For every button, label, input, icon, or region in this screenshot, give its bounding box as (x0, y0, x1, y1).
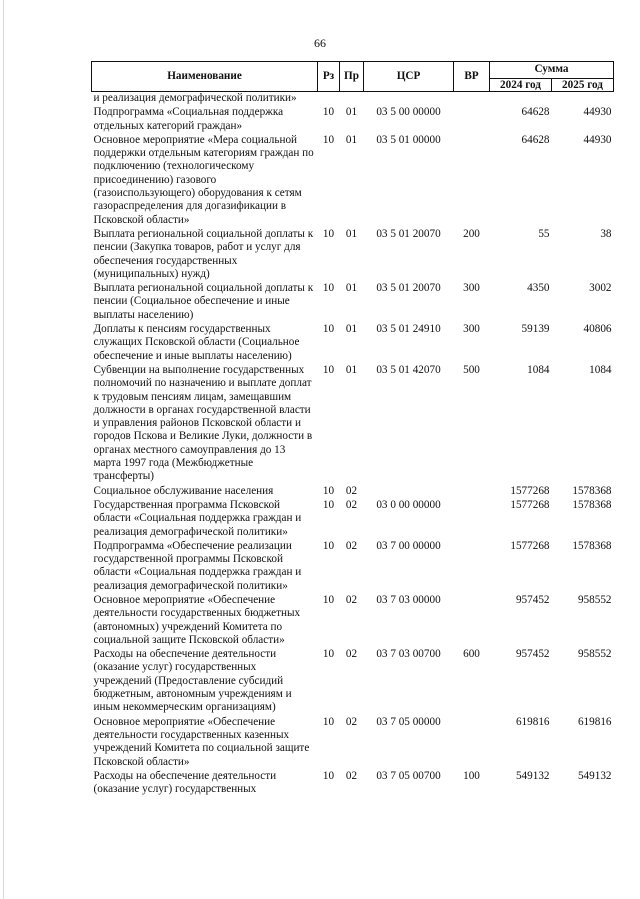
cell-rz: 10 (322, 363, 335, 376)
cell-y2025: 619816 (577, 715, 612, 728)
cell-vr (454, 105, 490, 133)
cell-y2025 (552, 92, 614, 106)
table-row (92, 363, 614, 484)
cell-pr: 01 (345, 323, 358, 336)
cell-y2024: 1577268 (510, 484, 550, 497)
table-row (92, 498, 614, 539)
cell-pr: 01 (345, 363, 358, 376)
cell-vr: 500 (463, 363, 480, 376)
cell-pr (340, 92, 364, 106)
cell-rz (318, 92, 340, 106)
cell-rz: 10 (322, 539, 335, 552)
cell-name: Основное мероприятие «Обеспечение деятельности государственных казенных учреждений Комитета по социальной защите Псковской области» (93, 715, 310, 768)
cell-csr: 03 5 01 42070 (376, 363, 441, 376)
cell-csr: 03 5 01 24910 (376, 323, 441, 336)
table-row (92, 647, 614, 714)
cell-rz: 10 (322, 769, 335, 782)
cell-vr (454, 133, 490, 227)
cell-vr (454, 593, 490, 647)
header-year-2025: 2025 год (552, 79, 614, 92)
cell-csr: 03 7 00 00000 (376, 539, 441, 552)
cell-name: Выплата региональной социальной доплаты к пенсии (Социальное обеспечение и иные выплаты населению) (93, 282, 314, 321)
header-name: Наименование (92, 62, 318, 92)
cell-y2025: 958552 (577, 593, 612, 606)
cell-name: Доплаты к пенсиям государственных служащих Псковской области (Социальное обеспечение и иные выплаты населению) (93, 323, 300, 362)
cell-name: Подпрограмма «Социальная поддержка отдельных категорий граждан» (93, 106, 284, 132)
cell-name: Социальное обслуживание населения (93, 484, 274, 497)
cell-y2025: 1578368 (572, 498, 612, 511)
cell-vr (454, 498, 490, 539)
cell-name: Подпрограмма «Обеспечение реализации государственной программы Псковской области «Социальная поддержка граждан и реализация демографической политики» (93, 539, 302, 592)
cell-y2024: 64628 (521, 133, 550, 146)
cell-y2024: 4350 (527, 282, 550, 295)
table-row (92, 715, 614, 769)
cell-rz: 10 (322, 498, 335, 511)
table-row (92, 281, 614, 322)
cell-y2025: 44930 (583, 106, 612, 119)
cell-y2025: 1578368 (572, 539, 612, 552)
cell-y2024: 549132 (515, 769, 550, 782)
cell-rz: 10 (322, 282, 335, 295)
cell-pr: 01 (345, 133, 358, 146)
cell-name: Основное мероприятие «Обеспечение деятельности государственных бюджетных (автономных) учреждений Комитета по социальной защите Псковской области» (93, 593, 301, 646)
cell-vr (454, 539, 490, 593)
table-body (92, 92, 614, 797)
cell-y2024: 619816 (515, 715, 550, 728)
header-rz: Рз (318, 62, 340, 92)
cell-name: Выплата региональной социальной доплаты к пенсии (Закупка товаров, работ и услуг для обеспечения государственных (муниципальных) нужд) (93, 227, 314, 280)
cell-y2025: 3002 (589, 282, 612, 295)
header-vr: ВР (454, 62, 490, 92)
cell-rz: 10 (322, 133, 335, 146)
cell-csr: 03 5 01 00000 (376, 133, 441, 146)
header-sum: Сумма (490, 62, 614, 79)
scan-edge (3, 0, 4, 899)
header-year-2024: 2024 год (490, 79, 552, 92)
cell-y2024: 1577268 (510, 539, 550, 552)
table-row (92, 484, 614, 498)
table-row (92, 227, 614, 281)
cell-pr: 02 (345, 715, 358, 728)
cell-rz: 10 (322, 715, 335, 728)
table-row (92, 133, 614, 227)
cell-vr: 600 (463, 648, 480, 661)
cell-rz: 10 (322, 106, 335, 119)
cell-csr: 03 0 00 00000 (376, 498, 441, 511)
cell-csr: 03 5 01 20070 (376, 227, 441, 240)
cell-vr: 200 (463, 227, 480, 240)
cell-y2024: 1577268 (510, 498, 550, 511)
cell-y2025: 40806 (583, 323, 612, 336)
header-pr: Пр (340, 62, 364, 92)
cell-y2025: 1578368 (572, 484, 612, 497)
cell-y2024: 59139 (521, 323, 550, 336)
cell-csr: 03 7 03 00700 (376, 648, 441, 661)
table-row (92, 539, 614, 593)
cell-pr: 02 (345, 539, 358, 552)
cell-csr (364, 484, 454, 498)
cell-y2025: 38 (600, 227, 612, 240)
cell-y2024: 64628 (521, 106, 550, 119)
cell-rz: 10 (322, 593, 335, 606)
cell-y2025: 958552 (577, 648, 612, 661)
cell-name: и реализация демографической политики» (93, 92, 297, 104)
cell-rz: 10 (322, 227, 335, 240)
cell-name: Расходы на обеспечение деятельности (оказание услуг) государственных (93, 769, 277, 796)
cell-y2024: 55 (538, 227, 550, 240)
cell-pr: 01 (345, 106, 358, 119)
header-csr: ЦСР (364, 62, 454, 92)
table-row (92, 322, 614, 363)
cell-pr: 02 (345, 498, 358, 511)
page-number: 66 (314, 36, 326, 50)
cell-csr (364, 92, 454, 106)
cell-pr: 02 (345, 593, 358, 606)
cell-vr: 100 (463, 769, 480, 782)
cell-y2024: 1084 (527, 363, 550, 376)
table-row (92, 769, 614, 797)
table-row (92, 593, 614, 647)
cell-csr: 03 7 05 00700 (376, 769, 441, 782)
cell-name: Основное мероприятие «Мера социальной поддержки отдельным категориям граждан по подключению (технологическому присоединению) газового (газоиспользующего) оборудования к сетям газораспределения для догазификации в Псковской области» (93, 133, 314, 226)
cell-name: Государственная программа Псковской области «Социальная поддержка граждан и реализация демографической политики» (93, 498, 302, 538)
cell-rz: 10 (322, 323, 335, 336)
cell-rz: 10 (322, 648, 335, 661)
table-header (92, 62, 614, 92)
cell-vr (454, 484, 490, 498)
cell-vr: 300 (463, 282, 480, 295)
cell-csr: 03 7 03 00000 (376, 593, 441, 606)
budget-table (91, 61, 614, 796)
cell-csr: 03 5 00 00000 (376, 106, 441, 119)
cell-y2024 (490, 92, 552, 106)
cell-pr: 01 (345, 227, 358, 240)
cell-y2025: 44930 (583, 133, 612, 146)
cell-y2025: 1084 (589, 363, 612, 376)
cell-name: Субвенции на выполнение государственных полномочий по назначению и выплате доплат к трудовым пенсиям лицам, замещавшим должности в органах государственной власти и управления районов Псковской области и городов Пскова и Великие Луки, должности в органах местного самоуправления до 13 марта 1997 года (Межбюджетные трансферты) (93, 363, 313, 483)
cell-y2025: 549132 (577, 769, 612, 782)
cell-pr: 02 (345, 484, 358, 497)
cell-vr (454, 715, 490, 769)
cell-pr: 01 (345, 282, 358, 295)
table-row (92, 105, 614, 133)
cell-pr: 02 (345, 769, 358, 782)
cell-csr: 03 7 05 00000 (376, 715, 441, 728)
cell-vr (454, 92, 490, 106)
cell-pr: 02 (345, 648, 358, 661)
cell-y2024: 957452 (515, 648, 550, 661)
table-row (92, 92, 614, 106)
cell-csr: 03 5 01 20070 (376, 282, 441, 295)
cell-vr: 300 (463, 323, 480, 336)
cell-name: Расходы на обеспечение деятельности (оказание услуг) государственных учреждений (Предоставление субсидий бюджетным, автономным учреждениям и иным некоммерческим организациям) (93, 648, 292, 714)
cell-rz: 10 (322, 484, 335, 497)
cell-y2024: 957452 (515, 593, 550, 606)
